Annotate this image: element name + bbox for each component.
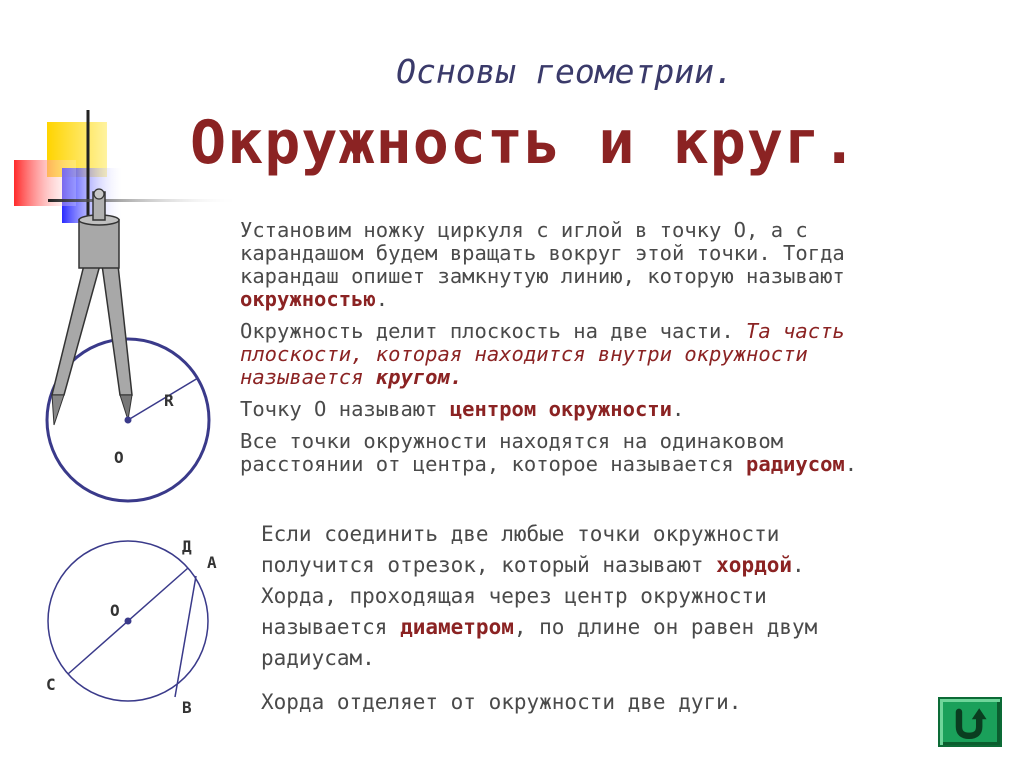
- center-point: [125, 417, 132, 424]
- compass-right-leg: [102, 265, 132, 395]
- compass-left-leg: [52, 265, 100, 395]
- text-line: Все точки окружности находятся на одинаковом: [240, 429, 784, 453]
- text-line: называется кругом.: [240, 365, 463, 389]
- text-line: Окружность делит плоскость на две части. Та часть: [240, 319, 845, 343]
- radius-line: [128, 378, 198, 420]
- subtitle: Основы геометрии.: [396, 52, 734, 91]
- center-point: [125, 618, 132, 625]
- label-r: R: [164, 391, 174, 410]
- compass-pencil-tip: [52, 395, 64, 425]
- page-title: Окружность и круг.: [190, 108, 859, 178]
- text-line: Хорда, проходящая через центр окружности: [261, 584, 767, 608]
- text-line: расстоянии от центра, которое называется радиусом.: [240, 452, 858, 476]
- paragraph-chord: [261, 519, 817, 674]
- compass-head: [79, 220, 119, 268]
- paragraph-center: [240, 398, 684, 421]
- chord-figure: [30, 528, 230, 728]
- text-line: радиусам.: [261, 646, 375, 670]
- text-line: карандашом будем вращать вокруг этой точки. Тогда: [240, 241, 845, 265]
- term-chord: хордой: [716, 553, 793, 577]
- label-a: A: [207, 553, 217, 572]
- term-center: центром окружности: [449, 397, 672, 421]
- label-o: O: [110, 601, 120, 620]
- label-c: C: [46, 675, 56, 694]
- text-line: Установим ножку циркуля с иглой в точку О, а с: [240, 218, 808, 242]
- compass-figure: [30, 180, 230, 520]
- paragraph-compass: [240, 219, 845, 311]
- text-line: Точку О называют центром окружности.: [240, 397, 685, 421]
- term-disk: кругом.: [375, 365, 463, 389]
- text-line: называется диаметром, по длине он равен двум: [261, 615, 818, 639]
- chord-line: [175, 576, 196, 697]
- paragraph-plane: [240, 320, 845, 389]
- text-line: карандаш опишет замкнутую линию, которую называют: [240, 264, 845, 288]
- u-turn-arrow-icon: [940, 699, 1000, 745]
- term-radius: радиусом: [746, 452, 845, 476]
- label-o: O: [114, 448, 124, 467]
- text-line: Если соединить две любые точки окружности: [261, 522, 780, 546]
- paragraph-radius: [240, 430, 857, 476]
- compass-needle: [120, 395, 132, 420]
- label-b: B: [182, 698, 192, 717]
- paragraph-arcs: Хорда отделяет от окружности две дуги.: [261, 690, 742, 714]
- text-line: получится отрезок, который называют хордой.: [261, 553, 805, 577]
- back-button[interactable]: [938, 697, 1002, 747]
- text-line: окружностью.: [240, 287, 389, 311]
- term-circumference: окружностью: [240, 287, 376, 311]
- label-d: Д: [182, 537, 192, 556]
- text-line: плоскости, которая находится внутри окружности: [240, 342, 808, 366]
- term-diameter: диаметром: [400, 615, 514, 639]
